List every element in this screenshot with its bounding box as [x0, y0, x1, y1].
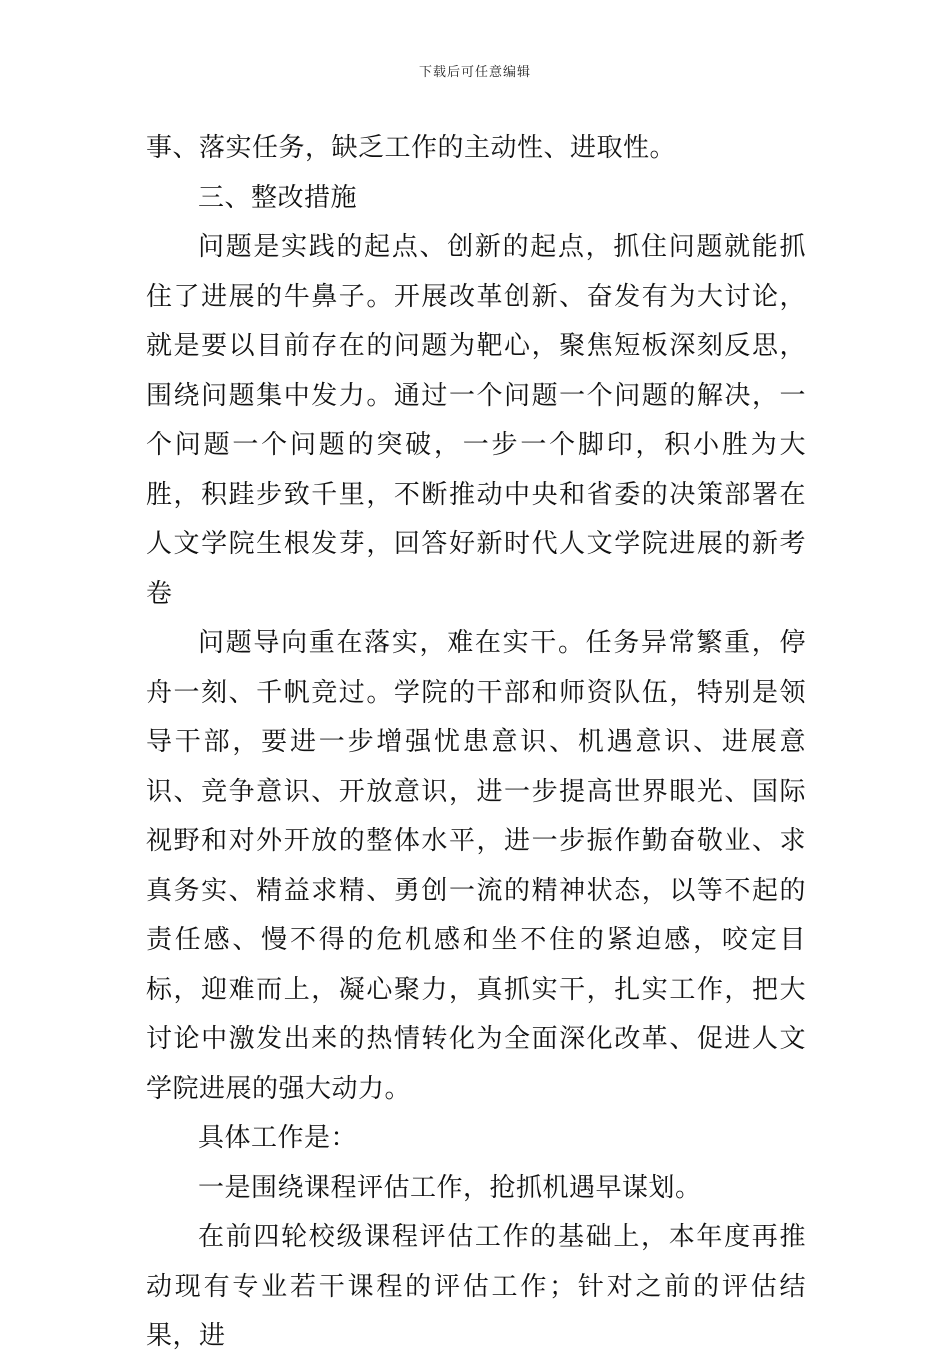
document-body: [146, 124, 806, 1362]
paragraph-course-evaluation-point: 一是围绕课程评估工作，抢抓机遇早谋划。: [198, 1172, 702, 1203]
paragraph-problem-starting-point: 问题是实践的起点、创新的起点，抓住问题就能抓住了进展的牛鼻子。开展改革创新、奋发有为大讨论，就是要以目前存在的问题为靶心，聚焦短板深刻反思，围绕问题集中发力。通过一个问题一个问题的解决，一个问题一个问题的突破，一步一个脚印，积小胜为大胜，积跬步致千里，不断推动中央和省委的决策部署在人文学院生根发芽，回答好新时代人文学院进展的新考卷: [146, 232, 806, 609]
paragraph-continuation: 事、落实任务，缺乏工作的主动性、进取性。: [146, 133, 677, 163]
paragraph-specific-work: 具体工作是：: [198, 1123, 358, 1153]
paragraph-course-evaluation-detail: 在前四轮校级课程评估工作的基础上，本年度再推动现有专业若干课程的评估工作；针对之前的评估结果，进: [146, 1222, 806, 1351]
paragraph-problem-orientation: 问题导向重在落实，难在实干。任务异常繁重，停舟一刻、千帆竞过。学院的干部和师资队伍，特别是领导干部，要进一步增强忧患意识、机遇意识、进展意识、竞争意识、开放意识，进一步提高世界眼光、国际视野和对外开放的整体水平，进一步振作勤奋敬业、求真务实、精益求精、勇创一流的精神状态，以等不起的责任感、慢不得的危机感和坐不住的紧迫感，咬定目标，迎难而上，凝心聚力，真抓实干，扎实工作，把大讨论中激发出来的热情转化为全面深化改革、促进人文学院进展的强大动力。: [146, 628, 806, 1104]
page-header: 下载后可任意编辑: [418, 65, 531, 80]
section-heading-rectification-measures: 三、整改措施: [198, 182, 358, 213]
